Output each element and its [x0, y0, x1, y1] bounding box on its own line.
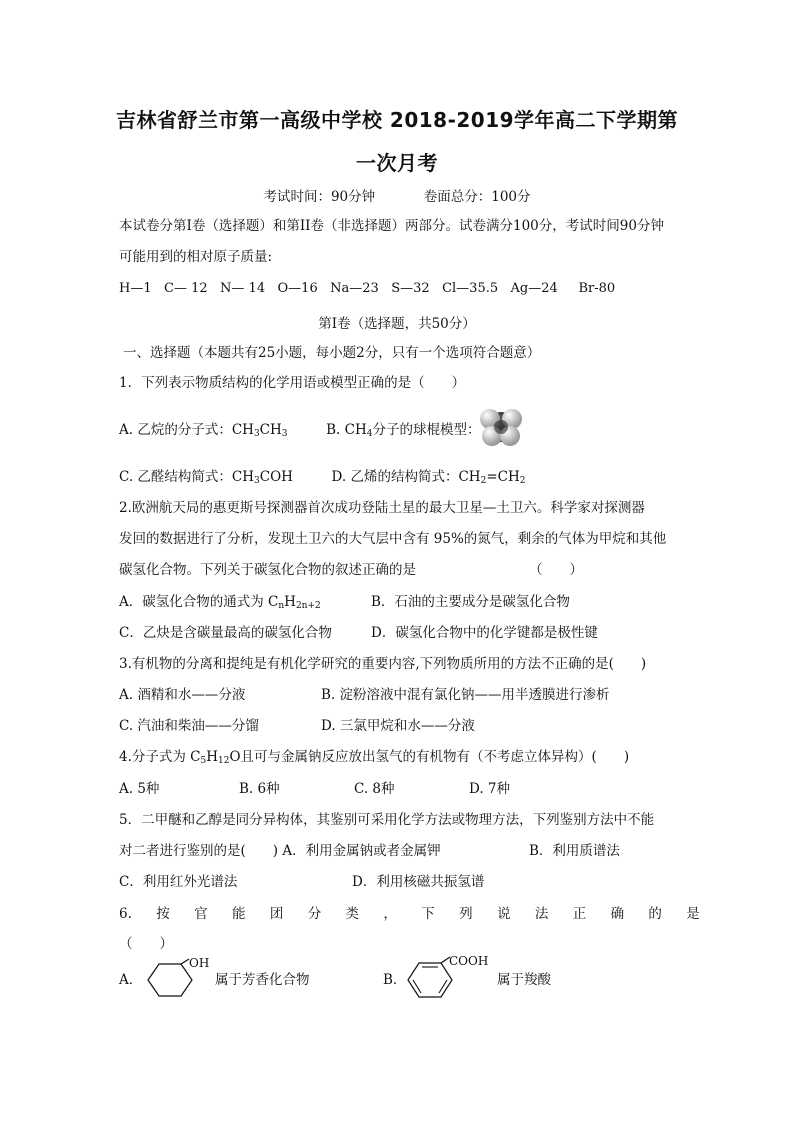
q4-option-a: A. 5种: [119, 781, 160, 797]
q2-line2: 发回的数据进行了分析，发现土卫六的大气层中含有 95%的氮气，剩余的气体为甲烷和其他: [119, 531, 667, 547]
q3-option-d: D. 三氯甲烷和水——分液: [321, 718, 475, 734]
q3-options-ab: [119, 685, 700, 705]
q6-option-b-text: 属于羧酸: [497, 972, 551, 988]
q1-options-ab: [119, 420, 700, 440]
q6-option-b-label: B．: [383, 972, 407, 988]
q2-option-c: C．乙炔是含碳量最高的碳氢化合物: [119, 625, 332, 641]
mass-br: Br-80: [578, 281, 616, 296]
q5-option-b: B．利用质谱法: [529, 843, 620, 859]
q5-line1: 5．二甲醚和乙醇是同分异构体，其鉴别可采用化学方法或物理方法，下列鉴别方法中不能: [119, 812, 655, 828]
cyclohexanol-structure: [145, 955, 215, 1001]
q2-option-b: B．石油的主要成分是碳氢化合物: [371, 594, 570, 610]
q3-stem: 3.有机物的分离和提纯是有机化学研究的重要内容,下列物质所用的方法不正确的是( ): [119, 656, 647, 672]
q2-line1: 2.欧洲航天局的惠更斯号探测器首次成功登陆土星的最大卫星—土卫六。科学家对探测器: [119, 500, 645, 516]
q2-answer-paren: （ ）: [529, 562, 583, 578]
q5-stem-option-a: 对二者进行鉴别的是( ) A．利用金属钠或者金属钾: [119, 843, 441, 859]
section-title: 第I卷（选择题，共50分）: [318, 316, 476, 332]
q5-options-cd: [119, 872, 700, 892]
oh-group-label: OH: [189, 956, 210, 970]
q4-option-d: D. 7种: [469, 781, 511, 797]
q6-stem: 6. 按 官 能 团 分 类 ， 下 列 说 法 正 确 的 是: [119, 906, 700, 922]
q4-option-c: C. 8种: [354, 781, 395, 797]
q1-stem: 1．下列表示物质结构的化学用语或模型正确的是（ ）: [119, 375, 466, 391]
atomic-masses: [119, 279, 700, 299]
mass-n: N— 14: [220, 281, 266, 296]
mass-na: Na—23: [330, 281, 379, 296]
q1-options-cd: [119, 467, 700, 487]
q2-options-cd: [119, 623, 700, 643]
cooh-group-label: COOH: [449, 954, 489, 968]
q6-option-a-label: A．: [119, 972, 143, 988]
document-title-line2: 一次月考: [356, 151, 438, 175]
q1-option-d: D. 乙烯的结构简式：$CH_2=CH_2$: [331, 469, 526, 486]
intro-line2: 可能用到的相对原子质量:: [119, 249, 273, 265]
q3-options-cd: [119, 716, 700, 736]
q2-options-ab: [119, 592, 700, 612]
exam-time: 考试时间：90分钟: [263, 189, 376, 205]
intro-line1: 本试卷分第I卷（选择题）和第II卷（非选择题）两部分。试卷满分100分，考试时间90分钟: [119, 218, 664, 234]
q2-option-d: D．碳氢化合物中的化学键都是极性键: [371, 625, 598, 641]
total-score: 卷面总分：100分: [423, 189, 531, 205]
q2-option-a: A．碳氢化合物的通式为 $C_nH_{2n+2}$: [119, 594, 321, 611]
q3-option-b: B. 淀粉溶液中混有氯化钠——用半透膜进行渗析: [321, 687, 610, 703]
q2-line3: 碳氢化合物。下列关于碳氢化合物的叙述正确的是 （ ）: [119, 562, 583, 578]
mass-s: S—32: [391, 281, 430, 296]
mass-h: H—1: [119, 281, 152, 296]
benzoic-acid-structure: [403, 953, 498, 1001]
ball-and-stick-model-image: [476, 405, 526, 449]
q1-option-c: C. 乙醛结构简式：$CH_3COH$: [119, 469, 293, 486]
q5-option-c: C．利用红外光谱法: [119, 874, 238, 890]
mass-ag: Ag—24: [510, 281, 558, 296]
q5-option-d: D．利用核磁共振氢谱: [352, 874, 485, 890]
mass-cl: Cl—35.5: [442, 281, 499, 296]
mass-o: O—16: [277, 281, 318, 296]
q5-line2: [119, 841, 700, 861]
document-title-line1: 吉林省舒兰市第一高级中学校 2018-2019学年高二下学期第: [115, 108, 679, 132]
q4-options: [119, 779, 700, 799]
q1-option-b: B. $CH_4$分子的球棍模型：: [326, 422, 481, 439]
q3-option-a: A. 酒精和水——分液: [119, 687, 246, 703]
q1-option-a: A. 乙烷的分子式：$CH_3CH_3$: [119, 422, 288, 439]
q6-answer-paren: （ ）: [119, 936, 173, 952]
mass-c: C— 12: [164, 281, 208, 296]
q3-option-c: C. 汽油和柴油——分馏: [119, 718, 259, 734]
q6-option-a-text: 属于芳香化合物: [215, 972, 310, 988]
q4-stem: 4.分子式为 $C_5H_{12}O$且可与金属钠反应放出氢气的有机物有（不考虑立体异构）( ): [119, 749, 630, 766]
exam-info: [0, 185, 794, 205]
section-instruction: 一、选择题（本题共有25小题，每小题2分，只有一个选项符合题意）: [123, 345, 541, 361]
q4-option-b: B. 6种: [239, 781, 280, 797]
